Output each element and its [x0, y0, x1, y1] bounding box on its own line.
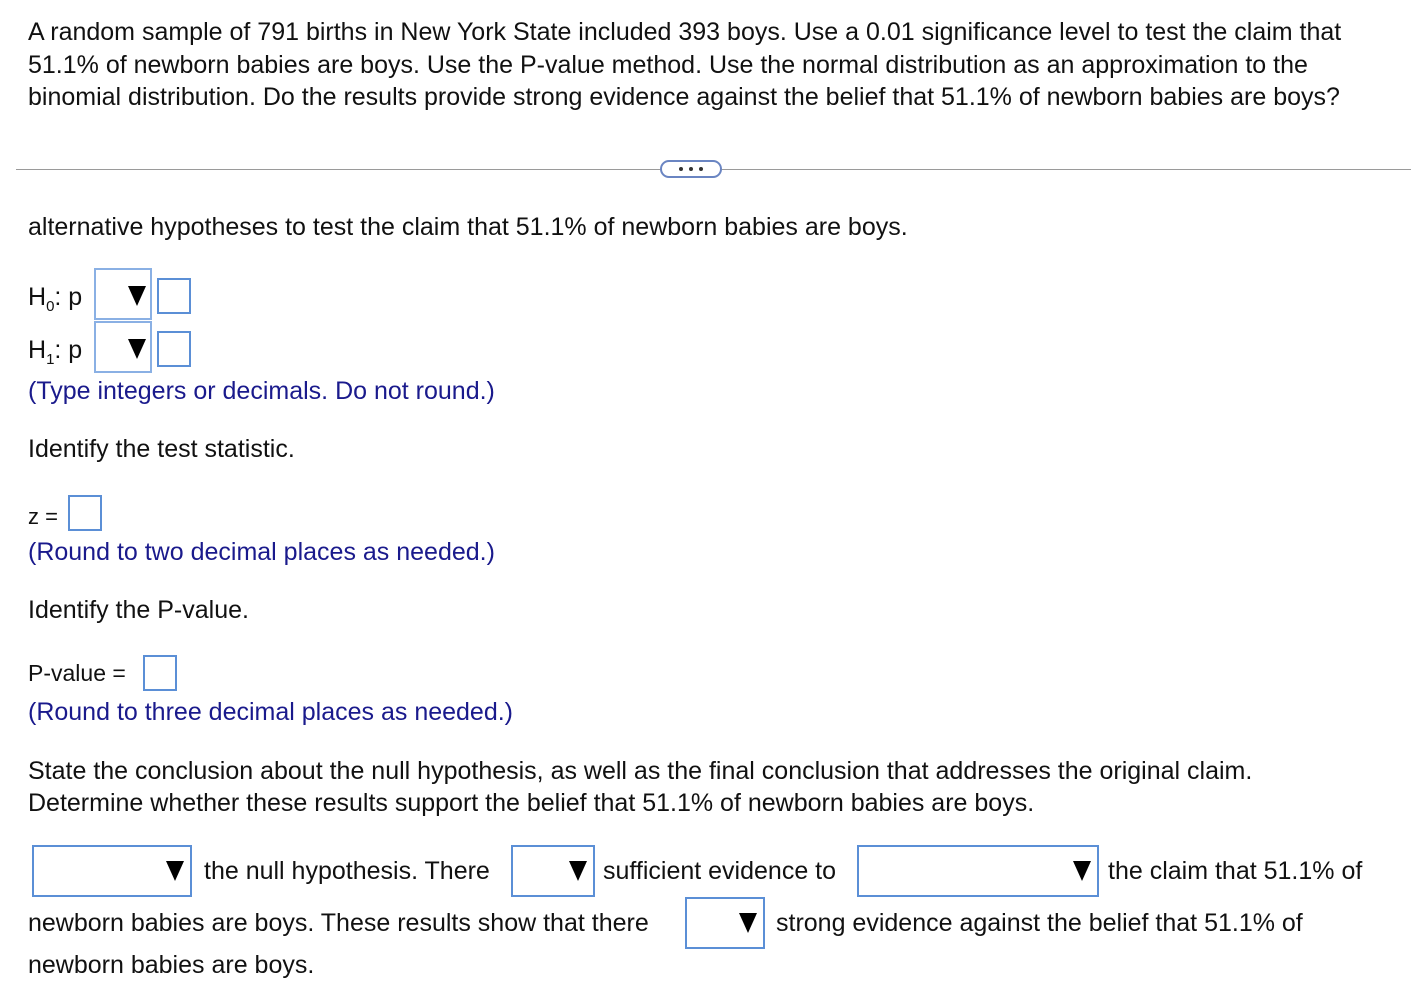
- z-input[interactable]: [68, 495, 102, 531]
- chevron-down-icon: [1073, 861, 1091, 881]
- show-more-button[interactable]: [660, 160, 722, 178]
- chevron-down-icon: [128, 286, 146, 306]
- identify-pvalue-label: Identify the P-value.: [28, 596, 249, 624]
- pvalue-hint: (Round to three decimal places as needed.): [28, 698, 514, 726]
- hypothesis-hint: (Type integers or decimals. Do not round.): [28, 377, 495, 405]
- identify-statistic-label: Identify the test statistic.: [28, 435, 295, 463]
- chevron-down-icon: [128, 339, 146, 359]
- conclusion-text-6: newborn babies are boys.: [28, 951, 315, 979]
- conclusion-text-1: the null hypothesis. There: [204, 857, 490, 885]
- dot-icon: [679, 167, 683, 171]
- question-text: A random sample of 791 births in New York State included 393 boys. Use a 0.01 significance level to test the claim that 51.1% of newborn babies are boys. Use the P-value method. Use the normal distribution as an approximation to the binomial distribution. Do the results provide strong evidence against the belief that 51.1% of newborn babies are boys?: [28, 18, 1342, 111]
- hypotheses-intro: alternative hypotheses to test the claim that 51.1% of newborn babies are boys.: [28, 213, 908, 241]
- chevron-down-icon: [166, 861, 184, 881]
- h0-operator-dropdown[interactable]: [94, 268, 152, 320]
- h1-operator-dropdown[interactable]: [94, 321, 152, 373]
- z-label: z =: [28, 504, 58, 529]
- conclusion-text-4: newborn babies are boys. These results show that there: [28, 909, 649, 937]
- h1-label: $H_1$: p: [28, 336, 83, 368]
- dot-icon: [689, 167, 693, 171]
- evidence-dropdown[interactable]: [511, 845, 595, 897]
- pvalue-label: P-value =: [28, 660, 126, 686]
- conclusion-text-3: the claim that 51.1% of: [1108, 857, 1363, 885]
- z-hint: (Round to two decimal places as needed.): [28, 538, 495, 566]
- conclusion-text-2: sufficient evidence to: [603, 857, 837, 885]
- dot-icon: [699, 167, 703, 171]
- conclusion-text-5: strong evidence against the belief that 51.1% of: [776, 909, 1303, 937]
- chevron-down-icon: [739, 913, 757, 933]
- null-decision-dropdown[interactable]: [32, 845, 192, 897]
- conclusion-prompt-2: Determine whether these results support the belief that 51.1% of newborn babies are boys.: [28, 789, 1035, 817]
- h1-value-input[interactable]: [157, 331, 191, 367]
- chevron-down-icon: [569, 861, 587, 881]
- h0-label: $H_0$: p: [28, 283, 83, 315]
- conclusion-prompt-1: State the conclusion about the null hypothesis, as well as the final conclusion that addresses the original claim.: [28, 757, 1253, 785]
- strong-evidence-dropdown[interactable]: [685, 897, 765, 949]
- claim-action-dropdown[interactable]: [857, 845, 1099, 897]
- h0-value-input[interactable]: [157, 278, 191, 314]
- pvalue-input[interactable]: [143, 655, 177, 691]
